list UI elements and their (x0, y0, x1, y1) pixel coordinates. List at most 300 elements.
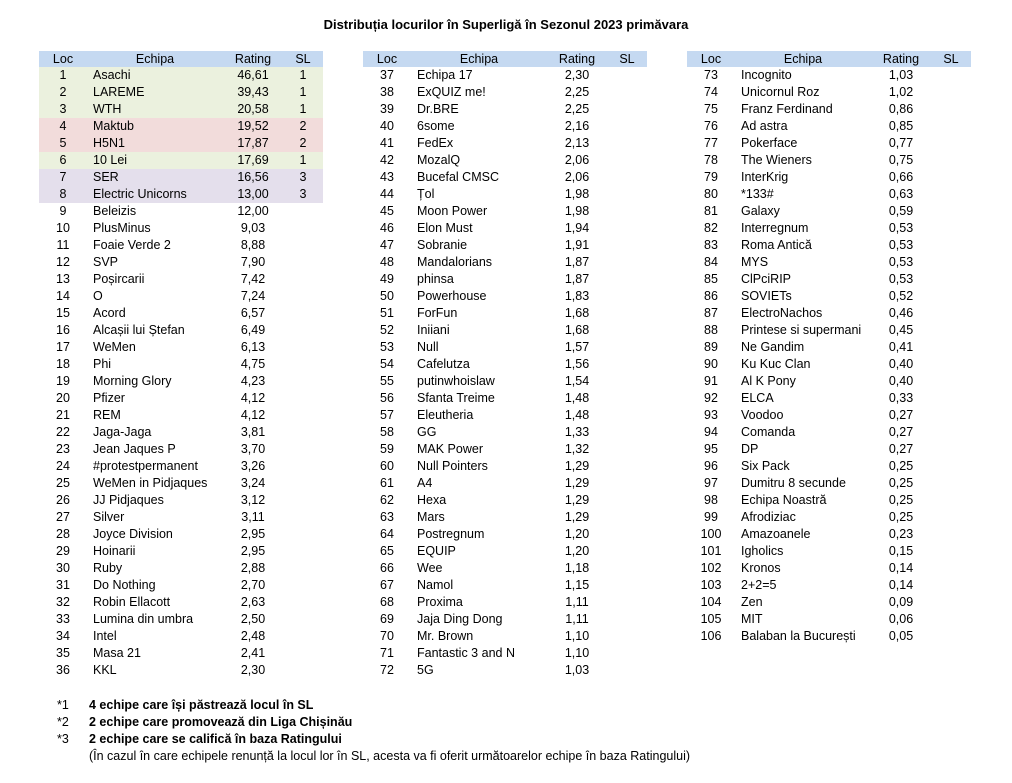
cell-sl (607, 237, 647, 254)
table-row (687, 611, 971, 628)
table-row (363, 424, 647, 441)
cell-loc: 78 (704, 153, 718, 167)
cell-sl (931, 475, 971, 492)
cell-loc: 106 (700, 629, 722, 643)
note-marker: *2 (57, 715, 69, 729)
cell-loc: 53 (380, 340, 394, 354)
cell-rating: 0,23 (888, 527, 914, 541)
cell-team: Fantastic 3 and N (417, 646, 515, 660)
cell-team: Ku Kuc Clan (741, 357, 811, 371)
cell-loc: 52 (380, 323, 394, 337)
table-row (363, 322, 647, 339)
cell-sl (931, 186, 971, 203)
cell-sl (283, 492, 323, 509)
cell-team: WeMen (93, 340, 136, 354)
cell-rating: 0,40 (888, 374, 914, 388)
cell-rating: 0,77 (888, 136, 914, 150)
cell-sl (931, 424, 971, 441)
cell-sl (931, 339, 971, 356)
cell-sl (283, 560, 323, 577)
note-text: 2 echipe care promovează din Liga Chișinău (89, 715, 353, 729)
table-row (39, 390, 323, 407)
cell-team: *133# (741, 187, 774, 201)
cell-rating: 0,53 (888, 255, 914, 269)
cell-loc: 7 (39, 169, 87, 186)
cell-rating: 0,27 (888, 408, 914, 422)
cell-sl (283, 407, 323, 424)
cell-rating: 0,85 (888, 119, 914, 133)
cell-team: ClPciRIP (741, 272, 792, 286)
cell-loc: 65 (380, 544, 394, 558)
cell-loc: 22 (56, 425, 70, 439)
table-row (687, 577, 971, 594)
cell-loc: 20 (56, 391, 70, 405)
cell-sl (607, 118, 647, 135)
cell-rating: 0,41 (888, 340, 914, 354)
cell-sl (931, 407, 971, 424)
header-loc: Loc (687, 51, 735, 67)
cell-rating: 0,15 (888, 544, 914, 558)
cell-sl (931, 220, 971, 237)
cell-sl (283, 373, 323, 390)
table-row (687, 67, 971, 84)
header-team: Echipa (87, 51, 223, 67)
cell-sl (931, 169, 971, 186)
cell-sl (607, 186, 647, 203)
cell-rating: 1,29 (564, 459, 590, 473)
table-row (687, 322, 971, 339)
cell-loc: 74 (704, 85, 718, 99)
cell-sl (931, 373, 971, 390)
table-row (39, 322, 323, 339)
cell-team: Phi (93, 357, 112, 371)
cell-loc: 105 (700, 612, 722, 626)
cell-loc: 51 (380, 306, 394, 320)
cell-loc: 1 (39, 67, 87, 84)
cell-sl (931, 152, 971, 169)
cell-loc: 47 (380, 238, 394, 252)
cell-loc: 26 (56, 493, 70, 507)
cell-rating: 13,00 (223, 186, 283, 203)
table-row (687, 271, 971, 288)
cell-sl (607, 594, 647, 611)
cell-rating: 0,06 (888, 612, 914, 626)
note-text: 4 echipe care își păstrează locul în SL (89, 698, 314, 712)
cell-sl (607, 101, 647, 118)
table-row (39, 118, 323, 135)
cell-sl (931, 237, 971, 254)
cell-rating: 2,95 (240, 527, 266, 541)
cell-rating: 0,53 (888, 238, 914, 252)
cell-team: 10 Lei (87, 152, 223, 169)
cell-team: Intel (93, 629, 117, 643)
table-row (39, 84, 323, 101)
cell-sl (607, 152, 647, 169)
cell-loc: 80 (704, 187, 718, 201)
cell-rating: 1,91 (564, 238, 590, 252)
cell-rating: 0,40 (888, 357, 914, 371)
cell-rating: 2,06 (564, 170, 590, 184)
cell-loc: 34 (56, 629, 70, 643)
cell-loc: 39 (380, 102, 394, 116)
cell-sl (283, 458, 323, 475)
cell-team: Iniiani (417, 323, 450, 337)
cell-rating: 0,59 (888, 204, 914, 218)
cell-sl (931, 322, 971, 339)
cell-team: Wee (417, 561, 443, 575)
table-row (363, 203, 647, 220)
cell-rating: 1,20 (564, 544, 590, 558)
table-row (687, 84, 971, 101)
cell-sl (931, 101, 971, 118)
cell-loc: 69 (380, 612, 394, 626)
cell-sl (283, 662, 323, 679)
table-row (363, 475, 647, 492)
cell-team: ELCA (741, 391, 774, 405)
cell-team: Hoinarii (93, 544, 136, 558)
cell-loc: 77 (704, 136, 718, 150)
cell-team: Franz Ferdinand (741, 102, 833, 116)
cell-team: MozalQ (417, 153, 461, 167)
table-row (39, 577, 323, 594)
table-row (687, 101, 971, 118)
table-row (363, 67, 647, 84)
cell-loc: 59 (380, 442, 394, 456)
cell-rating: 7,90 (240, 255, 266, 269)
cell-sl (283, 237, 323, 254)
cell-sl (607, 441, 647, 458)
cell-team: Printese si supermani (741, 323, 862, 337)
cell-rating: 1,48 (564, 391, 590, 405)
cell-rating: 0,63 (888, 187, 914, 201)
cell-rating: 6,49 (240, 323, 266, 337)
cell-team: JJ Pidjaques (93, 493, 164, 507)
cell-loc: 42 (380, 153, 394, 167)
table-row (687, 254, 971, 271)
cell-rating: 2,48 (240, 629, 266, 643)
cell-sl (931, 543, 971, 560)
cell-rating: 46,61 (223, 67, 283, 84)
cell-team: Balaban la București (741, 629, 856, 643)
table-row (39, 237, 323, 254)
cell-team: Amazoanele (741, 527, 811, 541)
cell-team: Interregnum (741, 221, 809, 235)
cell-rating: 1,11 (565, 612, 589, 626)
table-row (687, 594, 971, 611)
table-row (363, 509, 647, 526)
header-sl: SL (283, 51, 323, 67)
cell-sl (283, 254, 323, 271)
cell-sl: 1 (283, 101, 323, 118)
cell-rating: 2,30 (240, 663, 266, 677)
cell-sl (607, 339, 647, 356)
cell-rating: 2,06 (564, 153, 590, 167)
cell-team: Afrodiziac (741, 510, 796, 524)
table-row (687, 458, 971, 475)
cell-loc: 25 (56, 476, 70, 490)
cell-rating: 20,58 (223, 101, 283, 118)
table-row (363, 560, 647, 577)
cell-team: Hexa (417, 493, 447, 507)
cell-team: Maktub (87, 118, 223, 135)
table-row (39, 543, 323, 560)
cell-loc: 41 (380, 136, 394, 150)
cell-team: H5N1 (87, 135, 223, 152)
cell-loc: 49 (380, 272, 394, 286)
cell-rating: 0,75 (888, 153, 914, 167)
cell-sl: 2 (283, 135, 323, 152)
cell-sl (931, 492, 971, 509)
cell-team: PlusMinus (93, 221, 151, 235)
cell-loc: 93 (704, 408, 718, 422)
table-row (363, 594, 647, 611)
cell-rating: 1,11 (565, 595, 589, 609)
cell-loc: 14 (56, 289, 70, 303)
table-row (363, 84, 647, 101)
table-row (363, 169, 647, 186)
cell-team: Beleizis (93, 204, 137, 218)
cell-rating: 0,14 (888, 578, 914, 592)
cell-rating: 3,11 (241, 510, 265, 524)
cell-loc: 101 (700, 544, 722, 558)
cell-loc: 3 (39, 101, 87, 118)
cell-loc: 81 (704, 204, 718, 218)
cell-team: phinsa (417, 272, 454, 286)
table-row (363, 152, 647, 169)
cell-team: Echipa Noastră (741, 493, 827, 507)
cell-loc: 12 (56, 255, 70, 269)
cell-loc: 61 (380, 476, 394, 490)
cell-loc: 37 (380, 68, 394, 82)
cell-team: ForFun (417, 306, 458, 320)
table-row (39, 662, 323, 679)
cell-loc: 44 (380, 187, 394, 201)
cell-rating: 2,30 (564, 68, 590, 82)
cell-sl (283, 424, 323, 441)
cell-sl (607, 356, 647, 373)
cell-team: Pokerface (741, 136, 798, 150)
table-row (363, 526, 647, 543)
cell-rating: 1,54 (564, 374, 590, 388)
table-row (687, 237, 971, 254)
table-row (687, 135, 971, 152)
cell-sl (283, 543, 323, 560)
legend-note (57, 697, 690, 714)
cell-sl (283, 509, 323, 526)
cell-rating: 0,14 (888, 561, 914, 575)
ranking-table-2 (363, 51, 647, 679)
cell-sl (931, 577, 971, 594)
cell-rating: 3,81 (240, 425, 266, 439)
cell-rating: 2,16 (564, 119, 590, 133)
ranking-table-3 (687, 51, 971, 645)
cell-loc: 79 (704, 170, 718, 184)
cell-team: Galaxy (741, 204, 780, 218)
cell-loc: 87 (704, 306, 718, 320)
cell-sl (283, 577, 323, 594)
cell-rating: 17,69 (223, 152, 283, 169)
cell-team: Elon Must (417, 221, 473, 235)
cell-team: Mandalorians (417, 255, 493, 269)
cell-rating: 1,03 (564, 663, 590, 677)
cell-team: Eleutheria (417, 408, 474, 422)
cell-team: Powerhouse (417, 289, 487, 303)
table-row (363, 254, 647, 271)
cell-team: Proxima (417, 595, 463, 609)
table-row (363, 373, 647, 390)
cell-sl: 2 (283, 118, 323, 135)
cell-rating: 1,18 (564, 561, 590, 575)
cell-sl (931, 288, 971, 305)
cell-team: Poșircarii (93, 272, 145, 286)
cell-team: 5G (417, 663, 434, 677)
cell-loc: 75 (704, 102, 718, 116)
table-row (39, 101, 323, 118)
cell-loc: 29 (56, 544, 70, 558)
cell-sl (283, 203, 323, 220)
cell-rating: 2,25 (564, 102, 590, 116)
cell-team: Joyce Division (93, 527, 173, 541)
cell-sl (607, 305, 647, 322)
cell-sl (283, 475, 323, 492)
table-row (39, 645, 323, 662)
cell-rating: 0,45 (888, 323, 914, 337)
cell-loc: 70 (380, 629, 394, 643)
cell-rating: 3,70 (240, 442, 266, 456)
cell-rating: 1,20 (564, 527, 590, 541)
cell-team: Roma Antică (741, 238, 812, 252)
cell-sl (607, 492, 647, 509)
cell-team: Țol (417, 187, 435, 201)
cell-rating: 2,13 (564, 136, 590, 150)
cell-team: SVP (93, 255, 119, 269)
cell-sl (607, 135, 647, 152)
cell-rating: 1,29 (564, 510, 590, 524)
table-row (39, 407, 323, 424)
cell-loc: 58 (380, 425, 394, 439)
cell-rating: 1,29 (564, 476, 590, 490)
table-row (39, 203, 323, 220)
note-explanation: (În cazul în care echipele renunță la locul lor în SL, acesta va fi oferit următoarelor echipe în baza Ratingului) (89, 749, 691, 763)
cell-sl (931, 84, 971, 101)
cell-loc: 89 (704, 340, 718, 354)
cell-loc: 72 (380, 663, 394, 677)
table-row (363, 390, 647, 407)
cell-rating: 2,70 (240, 578, 266, 592)
cell-sl (931, 203, 971, 220)
cell-rating: 6,57 (240, 306, 266, 320)
cell-loc: 99 (704, 510, 718, 524)
cell-rating: 1,03 (888, 68, 914, 82)
cell-team: Cafelutza (417, 357, 470, 371)
cell-rating: 1,98 (564, 187, 590, 201)
cell-loc: 19 (56, 374, 70, 388)
cell-sl (931, 560, 971, 577)
cell-sl (931, 458, 971, 475)
cell-sl (607, 373, 647, 390)
ranking-table-1 (39, 51, 323, 679)
table-row (687, 186, 971, 203)
cell-team: Sfanta Treime (417, 391, 495, 405)
cell-sl (283, 322, 323, 339)
page-title: Distribuția locurilor în Superligă în Sezonul 2023 primăvara (323, 17, 689, 32)
cell-sl (931, 135, 971, 152)
header-sl: SL (931, 51, 971, 67)
cell-sl (283, 628, 323, 645)
cell-sl (283, 526, 323, 543)
table-row (39, 424, 323, 441)
cell-rating: 9,03 (240, 221, 266, 235)
cell-rating: 2,88 (240, 561, 266, 575)
table-row (363, 135, 647, 152)
table-row (363, 118, 647, 135)
table-header-row (687, 51, 971, 67)
table-row (363, 645, 647, 662)
cell-sl (607, 577, 647, 594)
cell-rating: 1,10 (564, 646, 590, 660)
cell-loc: 98 (704, 493, 718, 507)
cell-rating: 2,63 (240, 595, 266, 609)
cell-team: Jaja Ding Dong (417, 612, 503, 626)
cell-sl (931, 441, 971, 458)
cell-loc: 5 (39, 135, 87, 152)
table-row (363, 356, 647, 373)
cell-team: REM (93, 408, 121, 422)
cell-team: #protestpermanent (93, 459, 198, 473)
table-row (39, 458, 323, 475)
table-row (363, 407, 647, 424)
cell-rating: 0,46 (888, 306, 914, 320)
cell-team: Morning Glory (93, 374, 172, 388)
cell-rating: 2,95 (240, 544, 266, 558)
cell-loc: 73 (704, 68, 718, 82)
table-row (687, 203, 971, 220)
cell-team: The Wieners (741, 153, 812, 167)
table-row (39, 611, 323, 628)
cell-sl (607, 390, 647, 407)
cell-team: DP (741, 442, 759, 456)
cell-team: Comanda (741, 425, 796, 439)
legend-notes (57, 697, 690, 765)
cell-rating: 0,25 (888, 476, 914, 490)
cell-loc: 66 (380, 561, 394, 575)
cell-team: Igholics (741, 544, 784, 558)
cell-team: Namol (417, 578, 454, 592)
cell-loc: 21 (56, 408, 70, 422)
table-row (687, 475, 971, 492)
table-row (39, 441, 323, 458)
cell-sl (607, 67, 647, 84)
cell-loc: 96 (704, 459, 718, 473)
cell-loc: 6 (39, 152, 87, 169)
cell-team: Lumina din umbra (93, 612, 194, 626)
cell-sl (607, 543, 647, 560)
cell-loc: 35 (56, 646, 70, 660)
cell-rating: 19,52 (223, 118, 283, 135)
table-row (363, 237, 647, 254)
cell-team: Ne Gandim (741, 340, 805, 354)
note-marker: *1 (57, 698, 69, 712)
table-row (363, 288, 647, 305)
cell-rating: 3,12 (240, 493, 266, 507)
cell-rating: 39,43 (223, 84, 283, 101)
cell-team: 6some (417, 119, 455, 133)
cell-sl (283, 339, 323, 356)
cell-loc: 95 (704, 442, 718, 456)
table-header-row (363, 51, 647, 67)
table-row (687, 543, 971, 560)
cell-rating: 1,87 (564, 272, 590, 286)
